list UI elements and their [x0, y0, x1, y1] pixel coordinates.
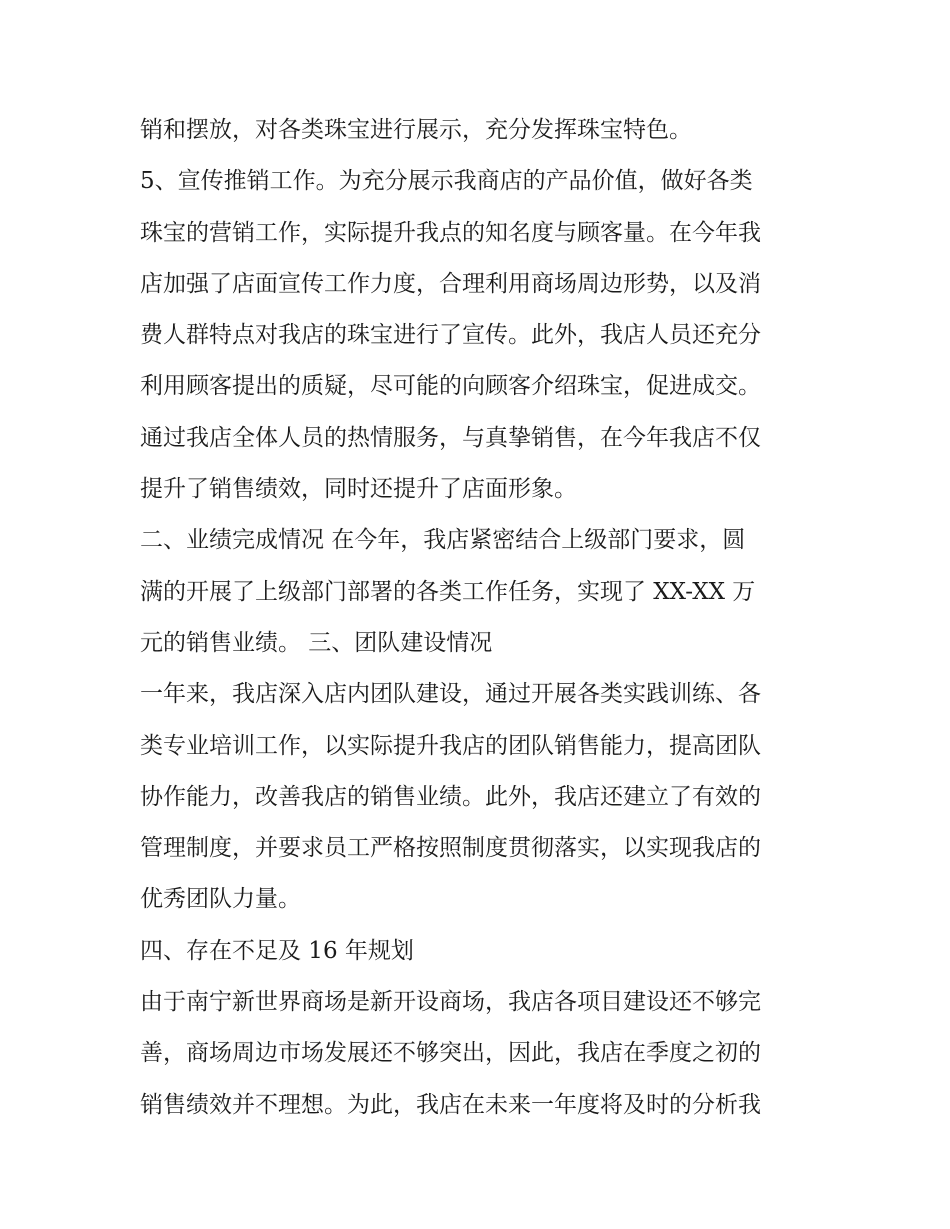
- text-line: 费人群特点对我店的珠宝进行了宣传。此外，我店人员还充分: [140, 322, 761, 349]
- section-heading-line: 二、业绩完成情况 在今年，我店紧密结合上级部门要求，圆: [140, 527, 746, 554]
- text-line: 5、宣传推销工作。为充分展示我商店的产品价值，做好各类: [140, 168, 753, 195]
- text-line: 销售绩效并不理想。为此，我店在未来一年度将及时的分析我: [140, 1091, 761, 1118]
- text-line: 协作能力，改善我店的销售业绩。此外，我店还建立了有效的: [140, 783, 761, 810]
- text-line: 一年来，我店深入店内团队建设，通过开展各类实践训练、各: [140, 681, 761, 708]
- text-line: 提升了销售绩效，同时还提升了店面形象。: [140, 476, 577, 503]
- text-line: 利用顾客提出的质疑，尽可能的向顾客介绍珠宝，促进成交。: [140, 373, 761, 400]
- text-line: 珠宝的营销工作，实际提升我点的知名度与顾客量。在今年我: [140, 219, 761, 246]
- section-heading-line: 元的销售业绩。 三、团队建设情况: [140, 629, 493, 656]
- text-line: 由于南宁新世界商场是新开设商场，我店各项目建设还不够完: [140, 989, 761, 1016]
- text-line: 满的开展了上级部门部署的各类工作任务，实现了 XX-XX 万: [140, 578, 756, 605]
- document-body: [140, 105, 820, 1131]
- text-line: 类专业培训工作，以实际提升我店的团队销售能力，提高团队: [140, 732, 761, 759]
- text-line: 善，商场周边市场发展还不够突出，因此，我店在季度之初的: [140, 1040, 761, 1067]
- section-heading-line: 四、存在不足及 16 年规划: [140, 937, 414, 964]
- text-line: 管理制度，并要求员工严格按照制度贯彻落实，以实现我店的: [140, 835, 761, 862]
- text-line: 通过我店全体人员的热情服务，与真挚销售，在今年我店不仅: [140, 424, 761, 451]
- text-line: 店加强了店面宣传工作力度，合理利用商场周边形势，以及消: [140, 270, 761, 297]
- text-line: 销和摆放，对各类珠宝进行展示，充分发挥珠宝特色。: [140, 117, 692, 143]
- text-line: 优秀团队力量。: [140, 886, 301, 913]
